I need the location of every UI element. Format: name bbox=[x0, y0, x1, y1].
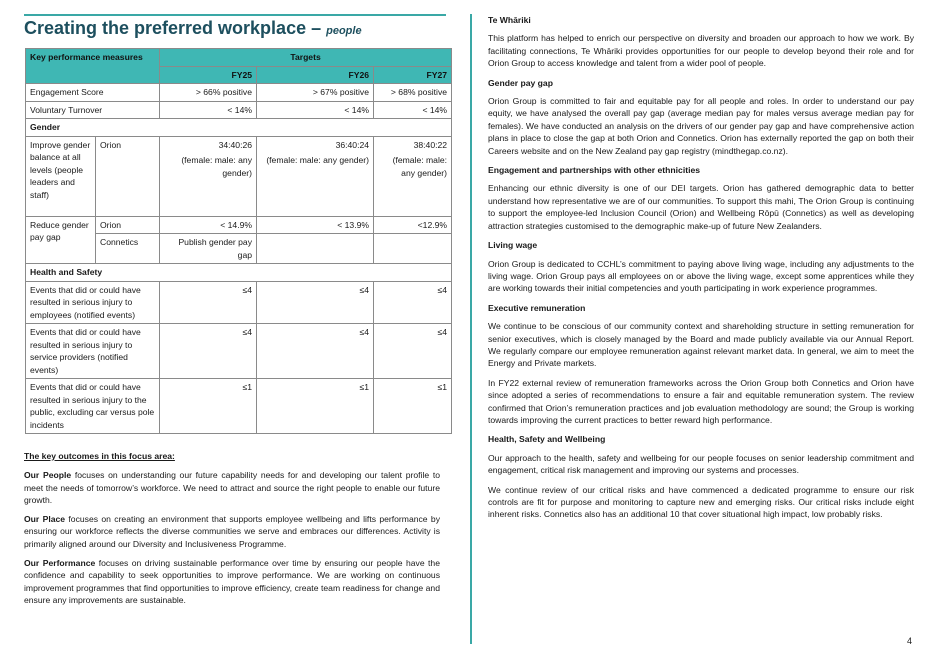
cell-value bbox=[160, 136, 257, 216]
right-column bbox=[488, 14, 914, 528]
ratio-value: 34:40:26 bbox=[218, 139, 253, 150]
cell-value: < 14% bbox=[160, 101, 257, 119]
section-heading: Gender pay gap bbox=[488, 77, 553, 88]
row-label: Events that did or could have resulted in serious injury to service providers (notified events) bbox=[26, 324, 160, 379]
outcome-paragraph bbox=[24, 469, 440, 506]
table-row bbox=[26, 216, 452, 234]
cell-empty bbox=[257, 234, 374, 264]
row-entity: Orion bbox=[96, 136, 160, 216]
section-paragraph: In FY22 external review of remuneration frameworks across the Orion Group both Connetics and Orion have since adopted a series of recommendations to ensure a fair and equitable remuneration system. The review confirmed that Orion’s remuneration practices and job evaluation methodology are sound; the Group is working towards improving the current practices to better reward high performance. bbox=[488, 377, 914, 425]
outcome-text: focuses on understanding our future capability needs for and developing our talent profile to meet the needs of tomorrow’s workforce. We need to attract and source the right people to enable our future growth. bbox=[24, 470, 441, 505]
row-entity: Orion bbox=[96, 216, 160, 234]
cell-value: Publish gender pay gap bbox=[160, 234, 257, 264]
ratio-note: (female: male: any gender) bbox=[392, 155, 448, 178]
section-heading: Engagement and partnerships with other ethnicities bbox=[488, 165, 701, 176]
header-targets: Targets bbox=[160, 49, 452, 67]
outcome-paragraph bbox=[24, 557, 440, 606]
outcome-text: focuses on creating an environment that supports employee wellbeing and lifts performance by ensuring our workforce reflects the diverse communities we serve and embraces our differences. Activity is primarily aligned around our Diversity and Inclusiveness Programme. bbox=[24, 514, 440, 549]
cell-value: < 14% bbox=[257, 101, 374, 119]
section-paragraph: Orion Group is dedicated to CCHL’s commitment to paying above living wage, including any adjustments to the living wage. Orion Group pays all employees on or above the living wage, except some apprentices while they are working towards their initial competencies and youth participating in work experience programmes. bbox=[488, 258, 914, 294]
cell-value: ≤4 bbox=[374, 281, 452, 324]
column-divider bbox=[470, 14, 472, 644]
outcome-lead: Our Place bbox=[24, 514, 66, 525]
cell-value: < 13.9% bbox=[257, 216, 374, 234]
section-paragraph: Orion Group is committed to fair and equitable pay for all people and roles. In order to understand our pay equity, we have analysed the overall pay gap (average median pay for males versus average median pay for females). We have conducted an analysis on the drivers of our gender pay gap and have comprehensive action plans in place to close the gap at both Orion and Connetics. Orion has externally reported the gap on both their Careers website and on the New Zealand pay gap registry (mindthegap.co.nz). bbox=[488, 96, 914, 156]
cell-value: > 68% positive bbox=[374, 84, 452, 102]
cell-empty bbox=[374, 234, 452, 264]
table-row bbox=[26, 136, 452, 216]
cell-value: < 14% bbox=[374, 101, 452, 119]
cell-value: ≤1 bbox=[160, 379, 257, 434]
row-label: Reduce gender pay gap bbox=[26, 216, 96, 264]
cell-value: ≤1 bbox=[257, 379, 374, 434]
table-row bbox=[26, 281, 452, 324]
section-heading: Living wage bbox=[488, 240, 538, 251]
cell-value: <12.9% bbox=[374, 216, 452, 234]
section-health-safety: Health and Safety bbox=[26, 264, 452, 282]
section-paragraph: We continue review of our critical risks and have commenced a dedicated programme to ensure our risk controls are fit for purpose and monitoring to capture new and emerging risks. Our critical risks include eight inherent risks. Connetics also has an additional 10 that cover situational high impact, low probably risks. bbox=[488, 484, 914, 520]
title-rule bbox=[24, 14, 446, 16]
cell-value: > 66% positive bbox=[160, 84, 257, 102]
cell-value: ≤4 bbox=[160, 324, 257, 379]
section-row bbox=[26, 119, 452, 137]
cell-value: ≤4 bbox=[257, 324, 374, 379]
outcome-text: focuses on driving sustainable performance over time by ensuring our people have the confidence and capability to seek opportunities to improve performance. We are working on continuous improvement programmes that find opportunities to improve efficiency, create team readiness for change and ensure any improvements are sustainable. bbox=[24, 558, 440, 605]
section-heading: Health, Safety and Wellbeing bbox=[488, 434, 606, 445]
row-entity: Connetics bbox=[96, 234, 160, 264]
page-title-sub: people bbox=[326, 25, 362, 37]
section-paragraph: We continue to be conscious of our community context and shareholding structure in setting remuneration for senior executives, which is closely managed by the Board and made publicly available via our Annual Report. We regularly compare our employee remuneration against relevant market data. In general, we aim to meet the Energy and Private markets. bbox=[488, 321, 914, 369]
section-paragraph: This platform has helped to enrich our perspective on diversity and broaden our approach to how we work. By facilitating connections, Te Whāriki provides opportunities for our people to develop beyond their role and for Orion Group to access knowledge and talent from a wider pool of people. bbox=[488, 33, 914, 69]
ratio-note: (female: male: any gender) bbox=[181, 155, 253, 178]
cell-value: ≤1 bbox=[374, 379, 452, 434]
row-label: Improve gender balance at all levels (people leaders and staff) bbox=[26, 136, 96, 216]
page-number: 4 bbox=[906, 636, 912, 646]
cell-value bbox=[257, 136, 374, 216]
cell-value bbox=[374, 136, 452, 216]
ratio-note: (female: male: any gender) bbox=[266, 155, 370, 165]
header-fy25: FY25 bbox=[160, 66, 257, 84]
ratio-value: 38:40:22 bbox=[413, 139, 448, 150]
cell-value: ≤4 bbox=[257, 281, 374, 324]
kpi-table bbox=[25, 48, 452, 434]
section-heading: Te Whāriki bbox=[488, 15, 531, 25]
section-heading: Executive remuneration bbox=[488, 302, 586, 313]
section-paragraph: Our approach to the health, safety and wellbeing for our people focuses on senior leadership commitment and engagement, critical risk management and improving our systems and processes. bbox=[488, 452, 914, 476]
header-measures: Key performance measures bbox=[26, 49, 160, 84]
page-title bbox=[24, 18, 362, 39]
outcomes-heading: The key outcomes in this focus area: bbox=[24, 451, 175, 461]
outcome-lead: Our Performance bbox=[24, 558, 96, 569]
header-fy27: FY27 bbox=[374, 66, 452, 84]
cell-value: ≤4 bbox=[374, 324, 452, 379]
outcome-paragraph bbox=[24, 513, 440, 550]
table-row bbox=[26, 324, 452, 379]
outcome-lead: Our People bbox=[24, 470, 72, 481]
cell-value: > 67% positive bbox=[257, 84, 374, 102]
row-label: Events that did or could have resulted in serious injury to the public, excluding car versus pole incidents bbox=[26, 379, 160, 434]
section-paragraph: Enhancing our ethnic diversity is one of our DEI targets. Orion has gathered demographic data to better understand how representative we are of our communities. To support this mahi, The Orion Group is continuing to support the employee-led Inclusion Council (Orion) and Wellbeing Rōpū (Connetics) as well as developing attraction strategies customised to the demographic make-up of future New Zealanders. bbox=[488, 183, 914, 231]
row-label: Events that did or could have resulted in serious injury to employees (notified events) bbox=[26, 281, 160, 324]
ratio-value: 36:40:24 bbox=[335, 139, 370, 150]
outcomes-section bbox=[24, 450, 440, 613]
cell-value: ≤4 bbox=[160, 281, 257, 324]
page-title-main: Creating the preferred workplace – bbox=[24, 18, 322, 38]
table-row bbox=[26, 379, 452, 434]
section-gender: Gender bbox=[26, 119, 452, 137]
table-row bbox=[26, 84, 452, 102]
section-row bbox=[26, 264, 452, 282]
row-label: Voluntary Turnover bbox=[26, 101, 160, 119]
header-fy26: FY26 bbox=[257, 66, 374, 84]
table-header-row bbox=[26, 49, 452, 67]
table-row bbox=[26, 101, 452, 119]
row-label: Engagement Score bbox=[26, 84, 160, 102]
cell-value: < 14.9% bbox=[160, 216, 257, 234]
